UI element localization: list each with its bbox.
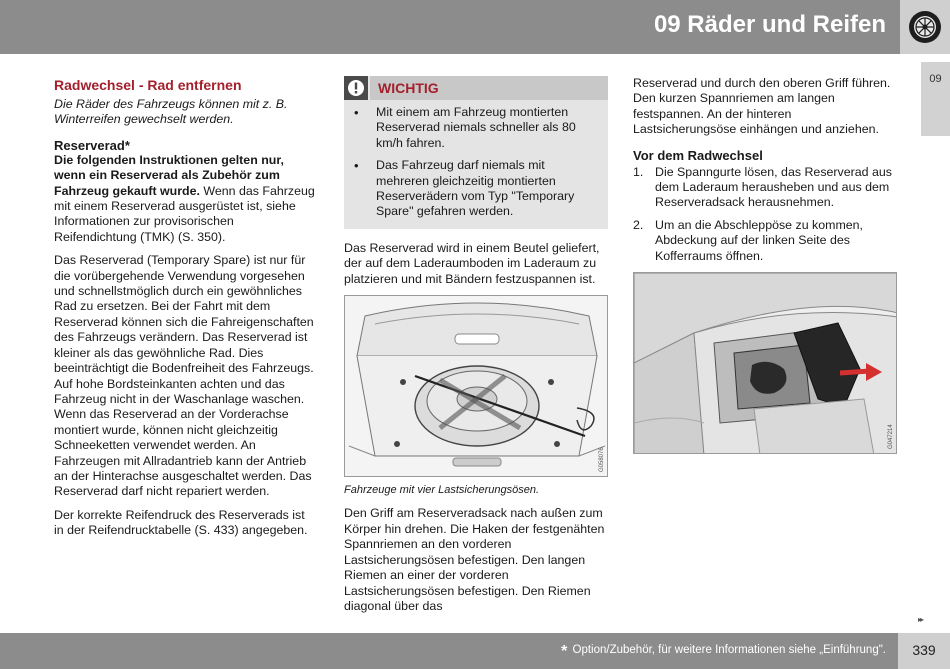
warning-box (344, 76, 608, 229)
step-number: 1. (633, 164, 644, 179)
step-number: 2. (633, 217, 644, 232)
subheading-spare-wheel: Reserverad* (54, 137, 130, 153)
subheading-before-change: Vor dem Radwechsel (633, 147, 763, 163)
step-text: Die Spanngurte lösen, das Reserverad aus dem Laderaum herausheben und aus dem Reserveradsack herausnehmen. (655, 164, 892, 210)
paragraph-continued: Reserverad und durch den oberen Griff führen. Den kurzen Spannriemen am langen festspannen. An der hinteren Lastsicherungsöse einhängen und anziehen. (633, 76, 891, 137)
paragraph-tyre-pressure: Der korrekte Reifendruck des Reserverads ist in der Reifendrucktabelle (S. 433) angegeben. (54, 507, 308, 538)
step-text: Um an die Abschleppöse zu kommen, Abdeckung auf der linken Seite des Kofferraums öffnen. (655, 217, 863, 263)
figure-caption: Fahrzeuge mit vier Lastsicherungsösen. (344, 484, 540, 497)
side-tab-label: 09 (929, 73, 942, 85)
chapter-side-tab[interactable] (921, 62, 950, 136)
cargo-area-illustration (345, 296, 608, 477)
step-item (633, 218, 897, 264)
page-number: 339 (912, 642, 936, 658)
steps-list (633, 165, 897, 264)
paragraph-straps: Den Griff am Reserveradsack nach außen zum Körper hin drehen. Die Haken der festgenähten Spannriemen an den vorderen Lastsicherungsösen befestigen. Den langen Riemen an einer der vorderen Lastsicherungsösen befestigen. Den Riemen diagonal über das (344, 506, 605, 613)
footer-note-text: Option/Zubehör, für weitere Informationen siehe „Einführung". (572, 644, 886, 656)
warning-item: • Mit einem am Fahrzeug montierten Reserverad niemals schneller als 80 km/h fahren. (354, 105, 598, 151)
step-item (633, 165, 897, 211)
page-footer (0, 633, 950, 669)
chapter-title: 09 Räder und Reifen (653, 11, 886, 38)
warning-item: • Das Fahrzeug darf niemals mit mehreren gleichzeitig montierten Reserverädern vom Typ "Temporary Spare" gefahren werden. (354, 158, 598, 220)
footer-note (561, 643, 886, 661)
column-left (54, 76, 316, 547)
accessory-note-rest: Wenn das Fahrzeug mit einem Reserverad ausgerüstet ist, siehe Informationen zur provisorischen Reifendichtung (TMK) (S. 350). (54, 183, 315, 244)
footer-asterisk: * (561, 643, 568, 660)
column-middle (344, 76, 608, 622)
warning-header (344, 76, 608, 100)
trunk-cover-illustration (634, 273, 897, 454)
wheel-icon (907, 9, 943, 45)
paragraph-accessory-note (54, 153, 316, 245)
figure-spare-wheel-bag (344, 295, 608, 477)
figure-code: G058076 (599, 447, 605, 473)
continue-marker: ▸▸ (918, 615, 923, 624)
warning-icon-box (344, 76, 368, 100)
section-intro: Die Räder des Fahrzeugs können mit z. B. Winterreifen gewechselt werden. (54, 97, 288, 127)
figure-cover-left-side (633, 272, 897, 454)
column-right (633, 76, 897, 454)
page-header (0, 0, 950, 54)
paragraph-bag: Das Reserverad wird in einem Beutel geliefert, der auf dem Laderaumboden im Laderaum zu platzieren und mit Bändern festzuspannen ist. (344, 240, 600, 286)
chapter-icon-box (900, 0, 950, 54)
page-number-box (898, 633, 950, 669)
warning-icon (347, 79, 365, 97)
accessory-note-bold: Die folgenden Instruktionen gelten nur, wenn ein Reserverad als Zubehör zum Fahrzeug gekauft wurde. (54, 152, 284, 198)
paragraph-temporary-spare: Das Reserverad (Temporary Spare) ist nur für die vorübergehende Verwendung vorgesehen und schnellstmöglich durch ein gewöhnliches Rad zu ersetzen. Bei der Fahrt mit dem Reserverad können sich die Fahreigenschaften des Fahrzeugs verändern. Das Reserverad ist kleiner als das gewöhnliche Rad. Dies beeinträchtigt die Bodenfreiheit des Fahrzeugs. Auf hohe Bordsteinkanten achten und das Fahrzeug nicht in der Waschanlage waschen. Wenn das Reserverad an der Vorderachse montiert wurde, können nicht gleichzeitig Schneeketten verwendet werden. An Fahrzeugen mit Allradantrieb kann der Antrieb an der Hinterachse ausgeschaltet werden. Das Reserverad darf nicht repariert werden. (54, 253, 314, 499)
section-title: Radwechsel - Rad entfernen (54, 77, 242, 93)
figure-code: G047214 (888, 424, 894, 450)
warning-title: WICHTIG (370, 76, 608, 100)
warning-list (344, 100, 608, 229)
